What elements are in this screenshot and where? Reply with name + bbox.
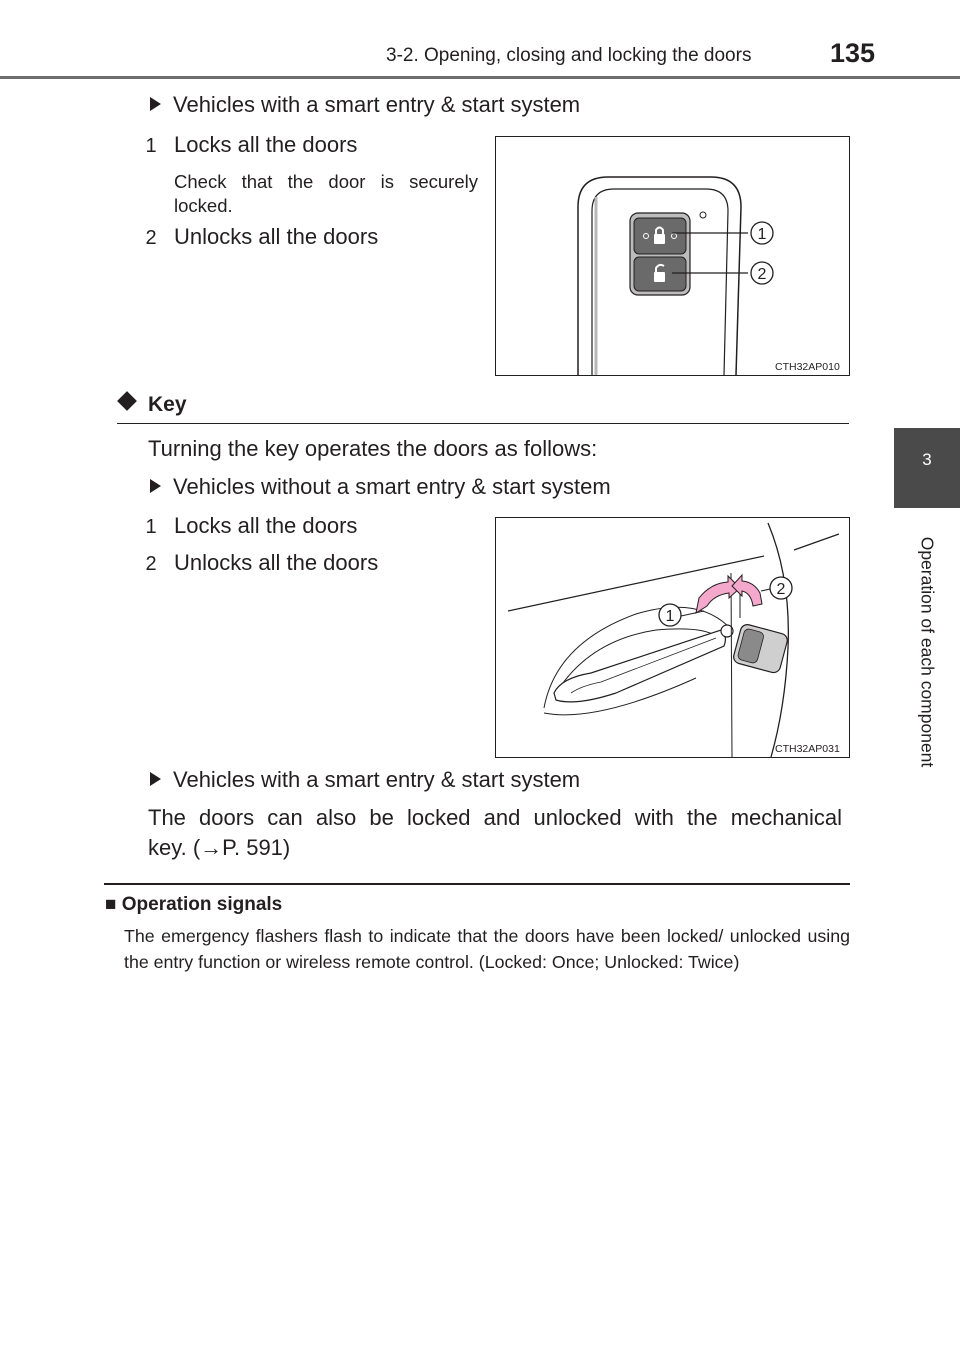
figure-code: CTH32AP010 — [775, 361, 840, 373]
header-section-title: 3-2. Opening, closing and locking the doors — [386, 45, 752, 66]
with-smart-text-line-2: key. (→P. 591) — [148, 835, 291, 860]
step-number-2-icon — [140, 226, 162, 248]
triangle-bullet-icon — [150, 97, 161, 111]
svg-text:2: 2 — [145, 227, 157, 248]
triangle-bullet-icon — [150, 479, 161, 493]
figure-code: CTH32AP031 — [775, 743, 840, 755]
diamond-bullet-icon — [117, 391, 137, 411]
without-smart-heading: Vehicles without a smart entry & start system — [150, 474, 611, 500]
note-title: ■ Operation signals — [105, 894, 283, 915]
without-smart-item-1: Locks all the doors — [174, 513, 358, 538]
smart-entry-heading: Vehicles with a smart entry & start system — [150, 92, 580, 118]
electronic-key-figure — [495, 136, 850, 376]
with-smart-heading: Vehicles with a smart entry & start system — [150, 767, 580, 793]
step-number-1-icon — [140, 515, 162, 537]
smart-entry-item-2: Unlocks all the doors — [174, 224, 379, 249]
without-smart-item-2: Unlocks all the doors — [174, 550, 379, 575]
note-rule — [104, 883, 850, 885]
electronic-key-illustration — [496, 137, 849, 375]
with-smart-text-line-1: The doors can also be locked and unlocked with the mechanical — [148, 805, 842, 830]
svg-text:1: 1 — [145, 516, 157, 537]
square-bullet-icon: ■ — [105, 894, 117, 915]
svg-text:1: 1 — [757, 226, 767, 243]
smart-entry-item-1: Locks all the doors — [174, 132, 358, 157]
door-key-illustration — [496, 518, 849, 757]
svg-text:2: 2 — [145, 553, 157, 574]
page-number: 135 — [830, 38, 876, 68]
svg-text:1: 1 — [665, 608, 675, 625]
header-rule — [0, 76, 960, 79]
svg-text:2: 2 — [757, 266, 767, 283]
svg-text:1: 1 — [145, 135, 157, 156]
chapter-number: 3 — [922, 450, 932, 469]
chapter-title: Operation of each component — [917, 536, 938, 768]
key-intro: Turning the key operates the doors as follows: — [148, 436, 598, 461]
key-section-title: Key — [148, 393, 187, 416]
step-number-1-icon — [140, 134, 162, 156]
svg-text:2: 2 — [776, 581, 786, 598]
note-body: The emergency flashers flash to indicate that the doors have been locked/ unlocked using the entry function or wireless remote control. (Locked: Once; Unlocked: Twice) — [124, 926, 850, 972]
step-number-2-icon — [140, 552, 162, 574]
door-key-figure — [495, 517, 850, 758]
section-rule — [117, 423, 849, 424]
triangle-bullet-icon — [150, 772, 161, 786]
smart-entry-item-1-note: Check that the door is securely locked. — [174, 171, 478, 216]
